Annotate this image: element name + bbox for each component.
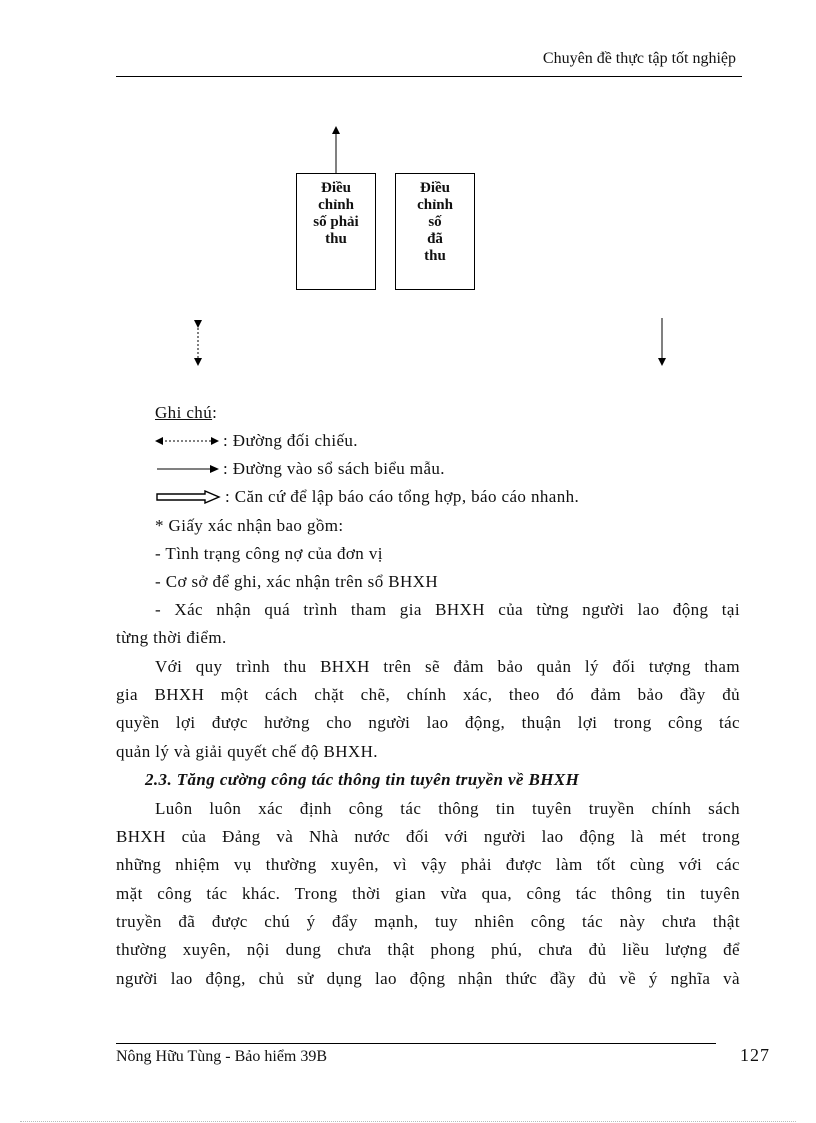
- paragraph-line: BHXH của Đảng và Nhà nước đối với người lao động là mét trong: [116, 827, 740, 846]
- paragraph-line: - Xác nhận quá trình tham gia BHXH của từng người lao động tại: [155, 600, 740, 619]
- paragraph-line: mặt công tác khác. Trong thời gian vừa qua, công tác thông tin tuyên: [116, 884, 740, 903]
- box2-line: Điều: [420, 180, 450, 196]
- dashed-double-arrow-icon: [155, 435, 219, 447]
- paragraph-line: gia BHXH một cách chặt chẽ, chính xác, theo đó đảm bảo đầy đủ: [116, 685, 740, 704]
- page-bottom-border: [20, 1121, 796, 1122]
- solid-arrow-icon: [155, 463, 219, 475]
- legend-row-report: [155, 483, 579, 512]
- notes-heading: [155, 399, 217, 428]
- confirmation-item: - Tình trạng công nợ của đơn vị: [155, 544, 383, 563]
- confirmation-title: * Giấy xác nhận bao gồm:: [155, 516, 344, 535]
- paragraph-line: người lao động, chủ sử dụng lao động nhận thức đầy đủ về ý nghĩa và: [116, 969, 740, 988]
- paragraph-line: Luôn luôn xác định công tác thông tin tuyên truyền chính sách: [155, 799, 740, 818]
- page-header-title: Chuyên đề thực tập tốt nghiệp: [542, 50, 736, 67]
- paragraph-line: thường xuyên, nội dung chưa thật phong phú, chưa đủ liều lượng để: [116, 940, 740, 959]
- section-heading: 2.3. Tăng cường công tác thông tin tuyên truyền về BHXH: [145, 770, 580, 789]
- legend-row-entry: [155, 455, 445, 484]
- page-number: 127: [740, 1045, 770, 1065]
- notes-title-suffix: :: [212, 403, 218, 422]
- paragraph-line: quản lý và giải quyết chế độ BHXH.: [116, 742, 378, 761]
- confirmation-item: - Cơ sở để ghi, xác nhận trên sổ BHXH: [155, 572, 439, 591]
- legend-row-reconcile: [155, 427, 358, 456]
- box2-line: thu: [424, 248, 446, 264]
- paragraph-line: quyền lợi được hưởng cho người lao động, thuận lợi trong công tác: [116, 713, 740, 732]
- box1-line: số phải: [313, 214, 359, 230]
- footer-author: Nông Hữu Tùng - Bảo hiểm 39B: [116, 1048, 328, 1065]
- paragraph-line: từng thời điểm.: [116, 628, 227, 647]
- adjust-receivable-box: [296, 173, 376, 290]
- footer-divider: [116, 1043, 716, 1044]
- box2-line: đã: [427, 231, 443, 247]
- box1-line: Điều: [321, 180, 351, 196]
- legend-text: : Căn cứ để lập báo cáo tổng hợp, báo cáo nhanh.: [225, 487, 580, 506]
- adjust-collected-box: [395, 173, 475, 290]
- box1-line: thu: [325, 231, 347, 247]
- paragraph-line: truyền đã được chú ý đẩy mạnh, tuy nhiên công tác này chưa thật: [116, 912, 740, 931]
- legend-text: : Đường đối chiếu.: [223, 431, 358, 450]
- paragraph-line: những nhiệm vụ thường xuyên, vì vậy phải được làm tốt cùng với các: [116, 855, 740, 874]
- paragraph-line: Với quy trình thu BHXH trên sẽ đảm bảo quản lý đối tượng tham: [155, 657, 740, 676]
- notes-title: Ghi chú: [155, 403, 213, 422]
- box1-line: chỉnh: [318, 197, 354, 213]
- legend-text: : Đường vào sổ sách biểu mẫu.: [223, 459, 445, 478]
- box2-line: số: [428, 214, 442, 230]
- hollow-arrow-icon: [155, 490, 221, 504]
- box2-line: chỉnh: [417, 197, 453, 213]
